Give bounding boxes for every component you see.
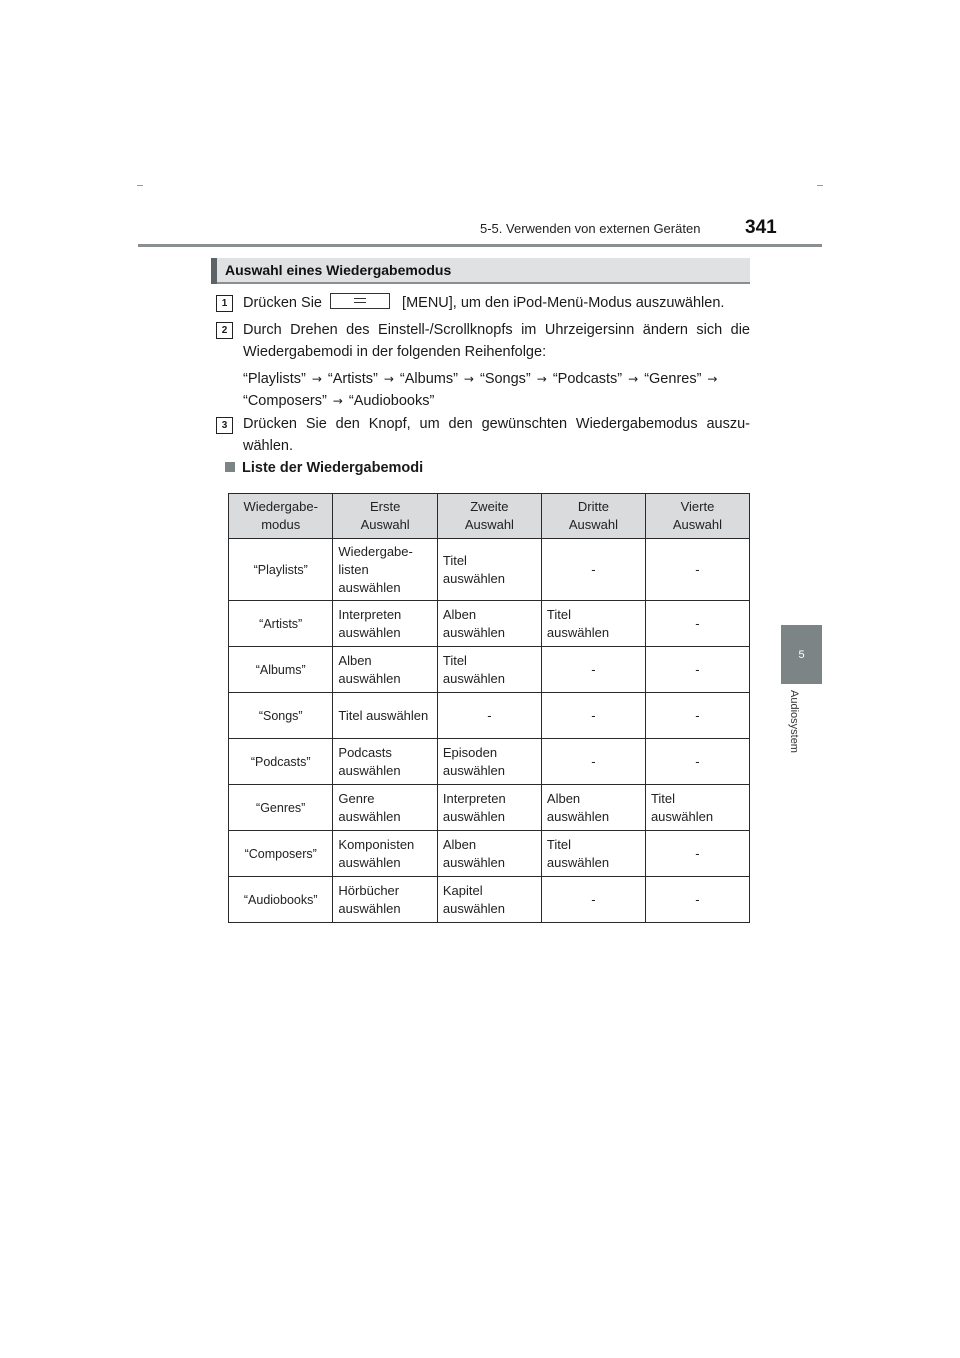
arrow-right-icon: → [628, 372, 639, 386]
selection-cell: Genre auswählen [333, 785, 437, 831]
square-bullet-icon [225, 462, 235, 472]
section-header-bar [211, 258, 217, 284]
selection-cell: Titel auswählen [437, 647, 541, 693]
table-row [229, 785, 750, 831]
mode-sequence [243, 368, 750, 412]
table-header-row [229, 494, 750, 539]
arrow-right-icon: → [383, 372, 394, 386]
table-row [229, 739, 750, 785]
selection-cell: Episoden auswählen [437, 739, 541, 785]
arrow-right-icon: → [332, 394, 343, 408]
table-header-cell: Wiedergabe- modus [229, 494, 333, 539]
playback-modes-table [228, 493, 750, 923]
sequence-item: “Audiobooks” [348, 393, 435, 409]
crop-mark [137, 185, 143, 186]
sequence-item: “Albums” [399, 371, 458, 387]
mode-name-cell: “Songs” [229, 693, 333, 739]
table-header-cell: Zweite Auswahl [437, 494, 541, 539]
selection-cell: Podcasts auswählen [333, 739, 437, 785]
mode-name-cell: “Audiobooks” [229, 877, 333, 923]
mode-name-cell: “Podcasts” [229, 739, 333, 785]
step-1-text [243, 292, 750, 314]
sequence-item: “Songs” [479, 371, 531, 387]
selection-cell: Kapitel auswählen [437, 877, 541, 923]
section-title: Auswahl eines Wiedergabemodus [225, 262, 452, 278]
step-number: 1 [216, 295, 233, 312]
header-rule [138, 244, 822, 247]
table-header-cell: Erste Auswahl [333, 494, 437, 539]
selection-cell: Titel auswählen [333, 693, 437, 739]
arrow-right-icon: → [463, 372, 474, 386]
table-row [229, 601, 750, 647]
selection-cell: Hörbücher auswählen [333, 877, 437, 923]
selection-cell: - [541, 693, 645, 739]
mode-name-cell: “Albums” [229, 647, 333, 693]
sequence-item: “Playlists” [243, 371, 306, 387]
selection-cell: Interpreten auswählen [333, 601, 437, 647]
selection-cell: - [541, 877, 645, 923]
selection-cell: - [541, 647, 645, 693]
sequence-item: “Artists” [327, 371, 378, 387]
selection-cell: - [645, 539, 749, 601]
chapter-number: 5 [798, 648, 805, 661]
step-2-text: Durch Drehen des Einstell-/Scrollknopfs im Uhrzeigersinn ändern sich die Wiedergabemodi in der folgenden Reihenfolge: [243, 322, 750, 360]
step-1-after: [MENU], um den iPod-Menü-Modus auszuwählen. [402, 295, 725, 311]
arrow-right-icon: → [707, 372, 718, 386]
table-row [229, 693, 750, 739]
step-3-text: Drücken Sie den Knopf, um den gewünschten Wiedergabemodus auszu-wählen. [243, 416, 750, 454]
step-number: 2 [216, 322, 233, 339]
selection-cell: Titel auswählen [437, 539, 541, 601]
table-header-cell: Dritte Auswahl [541, 494, 645, 539]
table-header-cell: Vierte Auswahl [645, 494, 749, 539]
selection-cell: Titel auswählen [541, 601, 645, 647]
selection-cell: - [437, 693, 541, 739]
page-number: 341 [745, 217, 777, 238]
mode-name-cell: “Genres” [229, 785, 333, 831]
selection-cell: - [645, 877, 749, 923]
selection-cell: Alben auswählen [437, 831, 541, 877]
crop-mark [817, 185, 823, 186]
selection-cell: - [645, 831, 749, 877]
menu-button-icon [330, 293, 390, 309]
sequence-item: “Podcasts” [552, 371, 623, 387]
table-row [229, 539, 750, 601]
selection-cell: Komponisten auswählen [333, 831, 437, 877]
step-1-before: Drücken Sie [243, 295, 322, 311]
selection-cell: Titel auswählen [645, 785, 749, 831]
table-body [229, 539, 750, 923]
sequence-item: “Genres” [644, 371, 702, 387]
mode-name-cell: “Composers” [229, 831, 333, 877]
selection-cell: - [541, 539, 645, 601]
selection-cell: - [645, 601, 749, 647]
table-row [229, 877, 750, 923]
selection-cell: Alben auswählen [437, 601, 541, 647]
subheading-text: Liste der Wiedergabemodi [242, 460, 424, 476]
table-row [229, 831, 750, 877]
selection-cell: Wiedergabe- listen auswählen [333, 539, 437, 601]
selection-cell: - [645, 693, 749, 739]
chapter-label-text: Audiosystem [788, 690, 800, 753]
selection-cell: - [645, 739, 749, 785]
selection-cell: Alben auswählen [333, 647, 437, 693]
running-header: 5-5. Verwenden von externen Geräten [480, 221, 701, 236]
arrow-right-icon: → [536, 372, 547, 386]
mode-name-cell: “Artists” [229, 601, 333, 647]
sequence-item: “Composers” [243, 393, 327, 409]
chapter-label [775, 690, 815, 770]
mode-name-cell: “Playlists” [229, 539, 333, 601]
selection-cell: Alben auswählen [541, 785, 645, 831]
table-row [229, 647, 750, 693]
selection-cell: - [541, 739, 645, 785]
subheading [225, 460, 423, 476]
selection-cell: Interpreten auswählen [437, 785, 541, 831]
step-number: 3 [216, 417, 233, 434]
arrow-right-icon: → [311, 372, 322, 386]
selection-cell: Titel auswählen [541, 831, 645, 877]
selection-cell: - [645, 647, 749, 693]
chapter-tab[interactable] [781, 625, 822, 684]
section-header [211, 258, 750, 284]
